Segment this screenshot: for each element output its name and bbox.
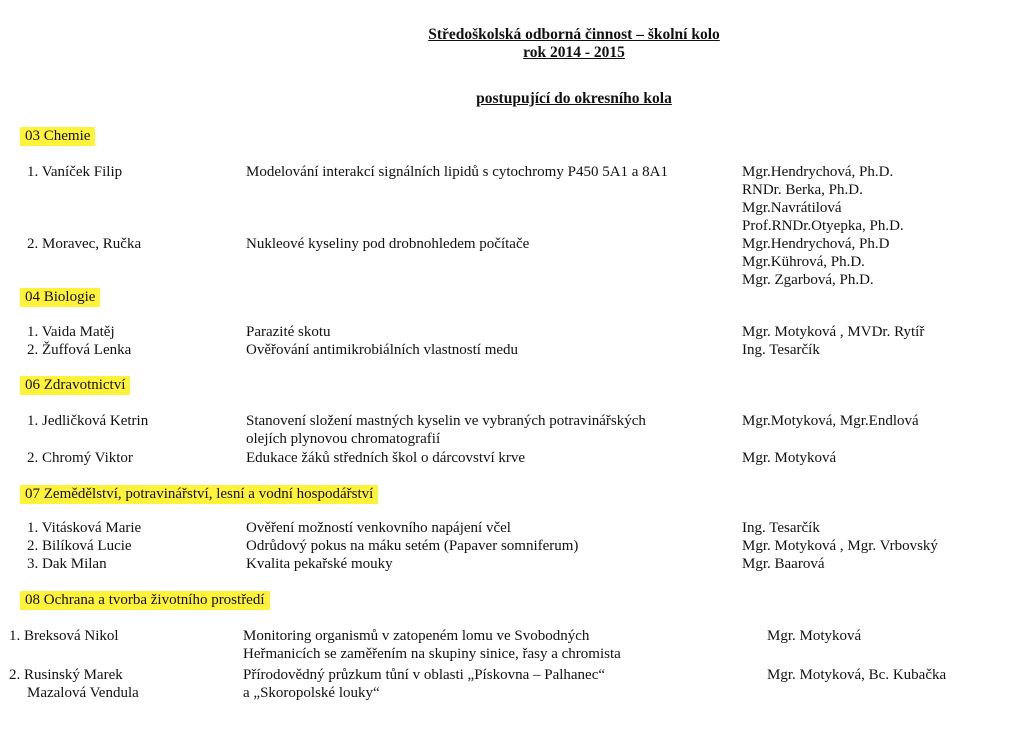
- mentor-name: Mgr.Motyková, Mgr.Endlová: [742, 413, 919, 429]
- document-year: rok 2014 - 2015: [523, 44, 625, 61]
- project-topic: a „Skoropolské louky“: [243, 685, 380, 701]
- mentor-name: Mgr.Hendrychová, Ph.D: [742, 236, 890, 252]
- student-name: 2. Moravec, Ručka: [27, 236, 142, 252]
- project-topic: olejích plynovou chromatografií: [246, 431, 441, 447]
- mentor-name: Mgr. Motyková , MVDr. Rytíř: [742, 324, 925, 340]
- student-name: 3. Dak Milan: [27, 556, 107, 572]
- section-heading-zdravotnictvi: 06 Zdravotnictví: [20, 376, 130, 395]
- mentor-name: Mgr.Navrátilová: [742, 200, 842, 216]
- project-topic: Stanovení složení mastných kyselin ve vybraných potravinářských: [246, 413, 646, 429]
- student-name: 1. Jedličková Ketrin: [27, 413, 149, 429]
- student-name: 2. Žuffová Lenka: [27, 342, 132, 358]
- student-name: 1. Vitásková Marie: [27, 520, 142, 536]
- document-subtitle: postupující do okresního kola: [476, 90, 672, 107]
- mentor-name: RNDr. Berka, Ph.D.: [742, 182, 863, 198]
- student-name: 1. Vaida Matěj: [27, 324, 115, 340]
- project-topic: Monitoring organismů v zatopeném lomu ve Svobodných: [243, 628, 590, 644]
- project-topic: Kvalita pekařské mouky: [246, 556, 393, 572]
- mentor-name: Mgr.Hendrychová, Ph.D.: [742, 164, 894, 180]
- mentor-name: Ing. Tesarčík: [742, 342, 820, 358]
- mentor-name: Mgr. Motyková , Mgr. Vrbovský: [742, 538, 938, 554]
- student-name: 2. Bilíková Lucie: [27, 538, 132, 554]
- mentor-name: Mgr. Baarová: [742, 556, 825, 572]
- mentor-name: Prof.RNDr.Otyepka, Ph.D.: [742, 218, 904, 234]
- student-name: 1. Breksová Nikol: [9, 628, 119, 644]
- project-topic: Edukace žáků středních škol o dárcovství krve: [246, 450, 526, 466]
- student-name: 1. Vaníček Filip: [27, 164, 123, 180]
- project-topic: Ověření možností venkovního napájení včel: [246, 520, 511, 536]
- mentor-name: Mgr. Motyková: [742, 450, 837, 466]
- mentor-name: Ing. Tesarčík: [742, 520, 820, 536]
- project-topic: Nukleové kyseliny pod drobnohledem počítače: [246, 236, 530, 252]
- mentor-name: Mgr. Zgarbová, Ph.D.: [742, 272, 874, 288]
- project-topic: Modelování interakcí signálních lipidů s cytochromy P450 5A1 a 8A1: [246, 164, 669, 180]
- student-name: 2. Rusinský Marek: [9, 667, 123, 683]
- section-heading-chemie: 03 Chemie: [20, 127, 95, 146]
- project-topic: Ověřování antimikrobiálních vlastností medu: [246, 342, 519, 358]
- section-heading-zemedelstvi: 07 Zemědělství, potravinářství, lesní a vodní hospodářství: [20, 485, 378, 504]
- mentor-name: Mgr. Motyková, Bc. Kubačka: [767, 667, 947, 683]
- document-title: Středoškolská odborná činnost – školní kolo: [428, 26, 720, 43]
- project-topic: Přírodovědný průzkum tůní v oblasti „Pískovna – Palhanec“: [243, 667, 606, 683]
- section-heading-biologie: 04 Biologie: [20, 288, 100, 307]
- section-heading-ochrana: 08 Ochrana a tvorba životního prostředí: [20, 591, 270, 610]
- project-topic: Odrůdový pokus na máku setém (Papaver somniferum): [246, 538, 579, 554]
- student-name: Mazalová Vendula: [27, 685, 139, 701]
- mentor-name: Mgr.Kührová, Ph.D.: [742, 254, 865, 270]
- project-topic: Parazité skotu: [246, 324, 331, 340]
- project-topic: Heřmanicích se zaměřením na skupiny sinice, řasy a chromista: [243, 646, 621, 662]
- mentor-name: Mgr. Motyková: [767, 628, 862, 644]
- student-name: 2. Chromý Viktor: [27, 450, 133, 466]
